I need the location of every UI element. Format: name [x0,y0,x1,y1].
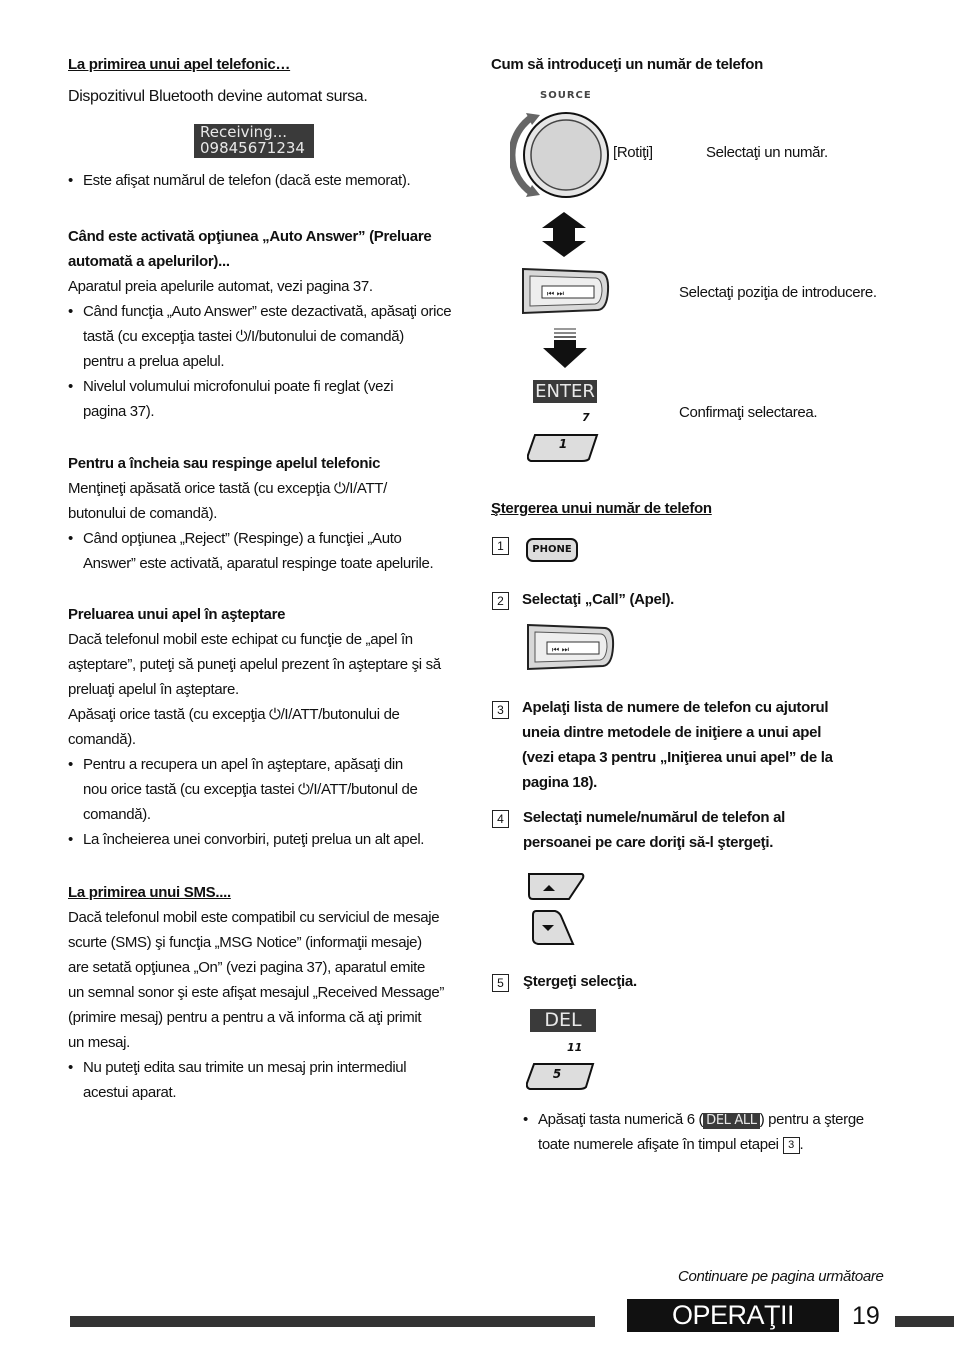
rotate-label: [Rotiţi] [613,144,653,161]
step-text: Ştergeţi selecţia. [523,973,637,990]
section-sms [68,880,468,1105]
svg-text:⏮ ⏭: ⏮ ⏭ [547,289,564,298]
text-line: Apăsaţi orice tastă (cu excepţia ⏻/I/ATT/butonului de [68,706,400,723]
rotate-description: Selectaţi un număr. [706,144,828,161]
left-column [68,52,468,109]
key-label: 5 [552,1067,562,1081]
text-fragment: toate numerele afişate în timpul etapei [538,1136,779,1153]
heading-sms: La primirea unui SMS.... [68,884,231,901]
del-display: DEL [530,1009,596,1032]
number-key-1[interactable] [527,433,597,460]
text-line: Answer” este activată, aparatul respinge toate apelurile. [83,555,434,572]
text-line: Dacă telefonul mobil este compatibil cu serviciul de mesaje [68,909,440,926]
text-line: Dacă telefonul mobil este echipat cu funcţie de „apel în [68,631,413,648]
lcd-display [194,124,314,158]
seek-buttons-icon [520,266,612,316]
down-arrow-icon [543,328,587,368]
lcd-line-2: 09845671234 [200,139,305,157]
lcd-line-1: Receiving... [200,123,287,141]
step-text: Selectaţi „Call” (Apel). [522,591,675,608]
text-line: nou orice tastă (cu excepţia tastei ⏻/I/ATT/butonul de [83,781,418,798]
rotary-knob-icon [510,105,615,205]
step-number: 3 [492,701,509,719]
text-line: Pentru a recupera un apel în aşteptare, apăsaţi din [83,756,403,773]
text-line: un mesaj. [68,1034,130,1051]
text-line: persoanei pe care doriţi să-l ştergeţi. [523,834,774,851]
text-fragment: . [799,1136,804,1153]
text-line: (primire mesaj) pentru a pentru a vă informa că aţi primit [68,1009,422,1026]
text-line: comandă). [68,731,136,748]
list-item: • Când funcţia „Auto Answer” este dezactivată, apăsaţi orice tastă (cu excepţia tastei ⏻/I/butonului de comandă) pentru a prelua apelul. [68,299,468,374]
section-end-call [68,451,468,576]
heading-line: Când este activată opţiunea „Auto Answer” (Preluare [68,228,432,245]
text-line: Când funcţia „Auto Answer” este dezactivată, apăsaţi orice [83,303,452,320]
up-button-icon[interactable] [527,872,585,902]
step-text [522,695,922,795]
heading-call-waiting: Preluarea unui apel în aşteptare [68,606,286,623]
text-line: Nivelul volumului microfonului poate fi reglat (vezi [83,378,394,395]
bullet-list [68,168,468,193]
paragraph: Dispozitivul Bluetooth devine automat sursa. [68,88,368,105]
text-line: (vezi etapa 3 pentru „Iniţierea unui apel” de la [522,749,833,766]
text-line [538,1107,913,1132]
list-item: • Nivelul volumului microfonului poate fi reglat (vezi pagina 37). [68,374,468,424]
text-line [538,1132,913,1157]
key-small-number: 11 [567,1041,583,1054]
up-down-arrow-icon [541,212,587,257]
heading-end-call: Pentru a încheia sau respinge apelul telefonic [68,455,381,472]
text-line: scurte (SMS) şi funcţia „MSG Notice” (informaţii mesaje) [68,934,422,951]
source-label: SOURCE [540,90,592,101]
list-item-text: Este afişat numărul de telefon (dacă este memorat). [83,172,411,189]
phone-button[interactable]: PHONE [526,538,578,562]
text-fragment: ) pentru a şterge [759,1111,864,1128]
text-line: pagina 18). [522,774,598,791]
note [523,1107,913,1157]
text-line: are setată opţiunea „On” (vezi pagina 37), aparatul emite [68,959,425,976]
list-item: • Este afişat numărul de telefon (dacă este memorat). [68,172,411,189]
text-line: Selectaţi numele/numărul de telefon al [523,809,786,826]
text-line: tastă (cu excepţia tastei ⏻/I/butonului de comandă) [83,328,404,345]
continue-note: Continuare pe pagina următoare [678,1268,884,1285]
text-line: uneia dintre metodele de iniţiere a unui apel [522,724,822,741]
text-line: Când opţiunea „Reject” (Respinge) a funcţiei „Auto [83,530,402,547]
text-line: pagina 37). [83,403,155,420]
text-line: pentru a prelua apelul. [83,353,225,370]
step-number: 2 [492,592,509,610]
step-number: 5 [492,974,509,992]
text-line: La încheierea unei convorbiri, puteţi prelua un alt apel. [83,831,425,848]
footer-bar-left [70,1316,595,1327]
heading-enter-number: Cum să introduceţi un număr de telefon [491,56,763,73]
text-line: un semnal sonor şi este afişat mesajul „Received Message” [68,984,445,1001]
section-auto-answer [68,224,468,424]
text-fragment: Apăsaţi tasta numerică 6 ( [538,1111,704,1128]
svg-text:⏮ ⏭: ⏮ ⏭ [552,645,569,654]
heading-delete-number: Ştergerea unui număr de telefon [491,500,712,517]
list-item: • Apăsaţi tasta numerică 6 ( DEL ALL ) pentru a şterge toate numerele afişate în timpul etapei 3 . [523,1107,913,1157]
seek-buttons-icon [525,622,617,672]
step-number: 3 [783,1137,800,1154]
text-line: aşteptare”, puteţi să puneţi apelul prezent în aşteptare şi să [68,656,441,673]
paragraph: Aparatul preia apelurile automat, vezi pagina 37. [68,278,373,295]
page-number: 19 [852,1302,880,1330]
text-line: Menţineţi apăsată orice tastă (cu excepţia ⏻/I/ATT/ [68,480,387,497]
list-item: • Nu puteţi edita sau trimite un mesaj prin intermediul acestui aparat. [68,1055,468,1105]
position-description: Selectaţi poziţia de introducere. [679,284,877,301]
text-line: Nu puteţi edita sau trimite un mesaj prin intermediul [83,1059,407,1076]
del-all-display: DEL ALL [703,1113,760,1129]
footer-bar-right [895,1316,954,1327]
number-key-5[interactable] [526,1062,596,1090]
heading-auto-answer [68,224,468,274]
key-label: 1 [558,437,568,451]
heading-line: automată a apelurilor)... [68,253,230,270]
down-button-icon[interactable] [530,909,576,947]
text-line: acestui aparat. [83,1084,177,1101]
section-call-waiting [68,602,468,852]
list-item: • La încheierea unei convorbiri, puteţi prelua un alt apel. [68,827,468,852]
step-number: 1 [492,537,509,555]
text-line: comandă). [83,806,151,823]
confirm-description: Confirmaţi selectarea. [679,404,818,421]
step-text [523,805,923,855]
list-item: • Când opţiunea „Reject” (Respinge) a funcţiei „Auto Answer” este activată, aparatul respinge toate apelurile. [68,526,468,576]
enter-display: ENTER [533,380,597,403]
section-title: OPERAŢII [627,1299,839,1332]
step-number: 4 [492,810,509,828]
list-item: • Pentru a recupera un apel în aşteptare, apăsaţi din nou orice tastă (cu excepţia tastei ⏻/I/ATT/butonul de comandă). [68,752,468,827]
text-line: butonului de comandă). [68,505,218,522]
key-small-number: 7 [582,411,590,424]
text-line: preluaţi apelul în aşteptare. [68,681,239,698]
text-line: Apelaţi lista de numere de telefon cu ajutorul [522,699,829,716]
heading-incoming-call: La primirea unui apel telefonic… [68,56,291,73]
